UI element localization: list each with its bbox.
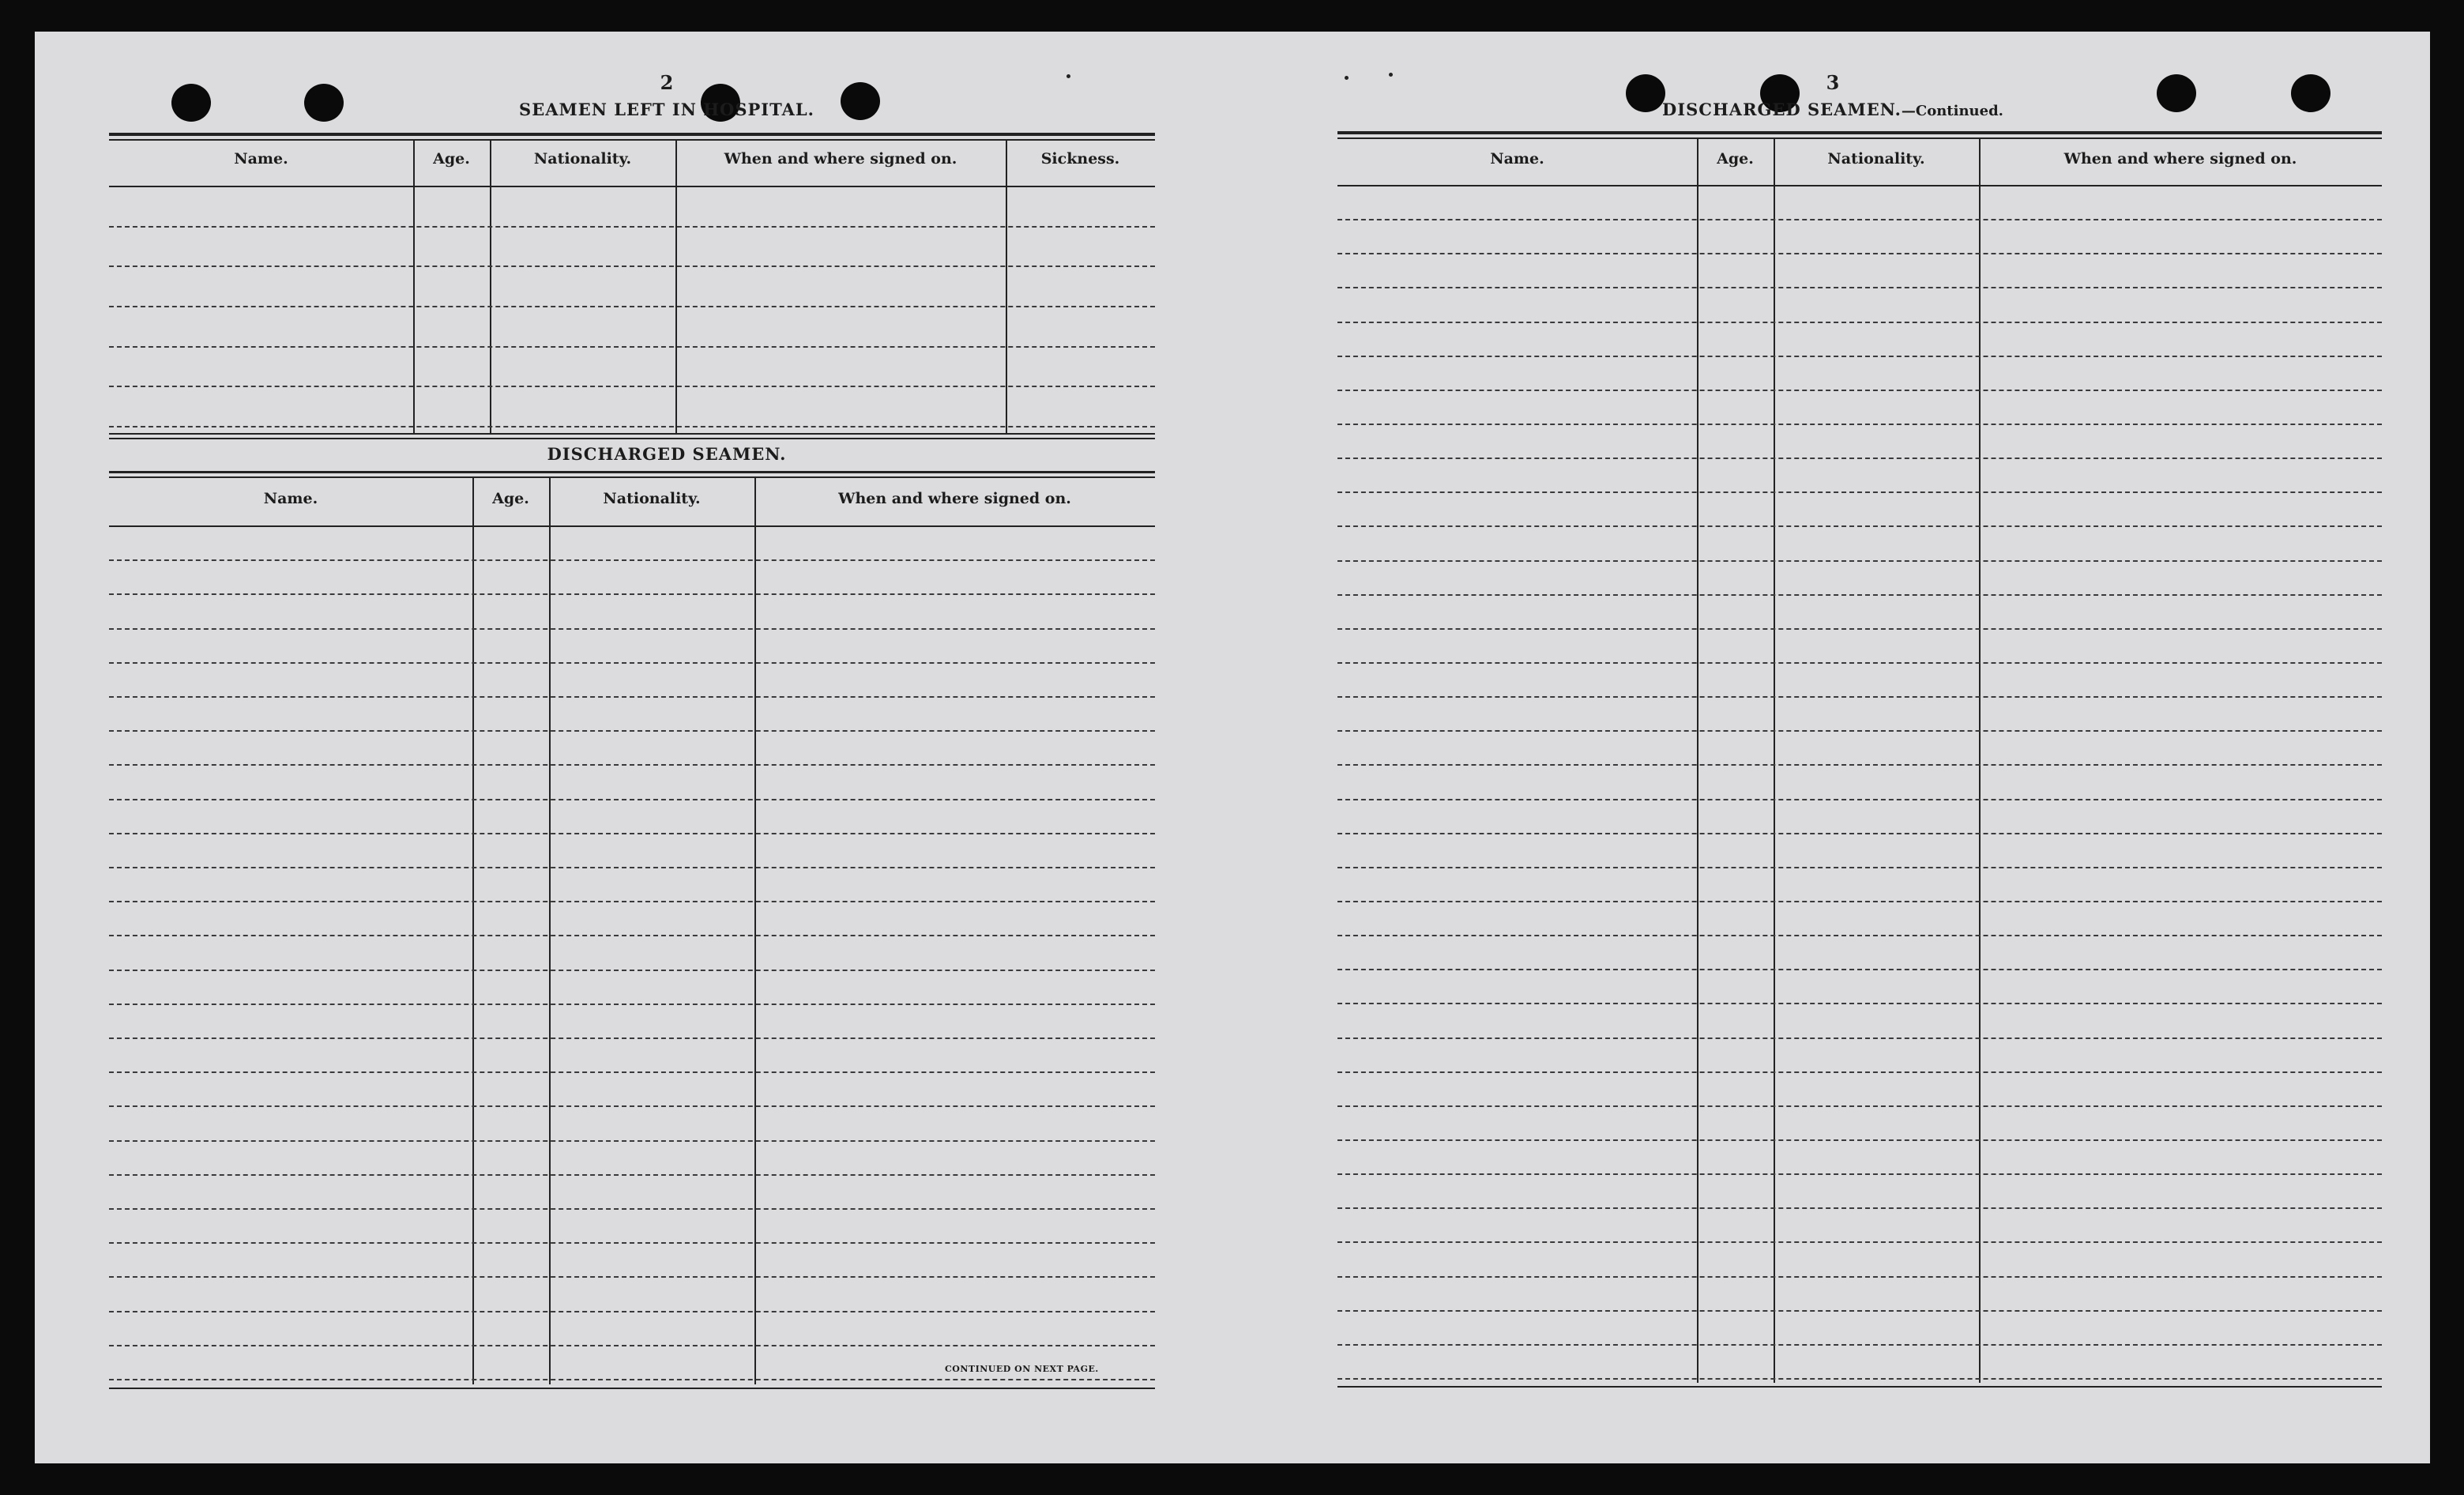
entry-line (1337, 219, 2382, 220)
entry-line (109, 764, 1155, 766)
entry-line (109, 426, 1155, 427)
entry-line (1337, 491, 2382, 493)
punch-hole (304, 84, 344, 122)
section-divider-rule (109, 438, 1155, 439)
entry-line (109, 1004, 1155, 1005)
title-continued: —Continued. (1901, 103, 2003, 119)
entry-line (109, 833, 1155, 834)
entry-line (1337, 628, 2382, 630)
table-top-rule (1337, 131, 2382, 134)
column-header-signed-on: When and where signed on. (724, 150, 957, 168)
entry-line (1337, 287, 2382, 288)
entry-line (1337, 1344, 2382, 1346)
entry-line (1337, 594, 2382, 596)
discharged-entry-lines (109, 527, 1155, 1380)
entry-line (109, 1379, 1155, 1380)
title-main: DISCHARGED SEAMEN. (1662, 100, 1902, 119)
punch-hole (2291, 74, 2330, 112)
entry-line (109, 265, 1155, 267)
entry-line (109, 1208, 1155, 1210)
entry-line (1337, 560, 2382, 562)
entry-line (1337, 730, 2382, 732)
entry-line (109, 306, 1155, 307)
entry-line (1337, 1071, 2382, 1073)
entry-line (1337, 1173, 2382, 1175)
column-header-age: Age. (433, 150, 470, 168)
entry-line (109, 935, 1155, 936)
entry-line (109, 559, 1155, 561)
column-header-nationality: Nationality. (603, 490, 701, 507)
column-header-name: Name. (234, 150, 288, 168)
entry-line (1337, 935, 2382, 936)
entry-line (1337, 867, 2382, 868)
entry-line (109, 1276, 1155, 1278)
page-number: 3 (1826, 71, 1840, 94)
column-header-nationality: Nationality. (533, 150, 632, 168)
entry-line (1337, 1241, 2382, 1243)
entry-line (109, 1242, 1155, 1244)
entry-line (1337, 1378, 2382, 1380)
entry-line (1337, 356, 2382, 357)
entry-line (109, 730, 1155, 732)
entry-line (109, 346, 1155, 348)
entry-line (109, 970, 1155, 971)
table-top-rule (109, 139, 1155, 141)
entry-line (1337, 1310, 2382, 1312)
entry-line (1337, 1037, 2382, 1039)
table-top-rule (1337, 137, 2382, 139)
entry-line (1337, 696, 2382, 698)
entry-line (109, 696, 1155, 698)
entry-line (109, 901, 1155, 902)
entry-line (1337, 662, 2382, 664)
entry-line (1337, 253, 2382, 254)
entry-line (109, 1140, 1155, 1142)
entry-line (1337, 1207, 2382, 1209)
entry-line (1337, 1139, 2382, 1141)
column-header-name: Name. (1490, 150, 1544, 168)
hospital-entry-lines (109, 187, 1155, 427)
entry-line (109, 1311, 1155, 1312)
entry-line (109, 1105, 1155, 1107)
table-bottom-rule (109, 1388, 1155, 1389)
column-header-sickness: Sickness. (1040, 150, 1120, 168)
entry-line (1337, 799, 2382, 800)
entry-line (1337, 525, 2382, 527)
hospital-section-title: SEAMEN LEFT IN HOSPITAL. (519, 100, 814, 119)
entry-line (109, 593, 1155, 595)
table-top-rule (109, 133, 1155, 136)
entry-line (109, 799, 1155, 800)
entry-line (109, 1345, 1155, 1346)
column-header-name: Name. (263, 490, 318, 507)
column-header-nationality: Nationality. (1827, 150, 1925, 168)
discharged-continued-title (1548, 100, 2117, 119)
discharged-entry-lines (1337, 186, 2382, 1380)
entry-line (1337, 1276, 2382, 1278)
ink-speck (1389, 73, 1393, 77)
column-header-age: Age. (492, 490, 529, 507)
entry-line (109, 386, 1155, 387)
table-top-rule (109, 471, 1155, 473)
entry-line (109, 1037, 1155, 1039)
entry-line (109, 628, 1155, 630)
entry-line (1337, 969, 2382, 970)
entry-line (109, 1174, 1155, 1176)
left-page (35, 32, 1232, 1463)
ink-speck (1345, 76, 1349, 80)
section-divider-rule (109, 433, 1155, 435)
punch-hole (171, 84, 211, 122)
table-bottom-rule (1337, 1386, 2382, 1388)
entry-line (1337, 901, 2382, 902)
entry-line (109, 1071, 1155, 1073)
discharged-section-title: DISCHARGED SEAMEN. (547, 444, 787, 464)
page-number: 2 (660, 71, 674, 94)
entry-line (109, 226, 1155, 228)
entry-line (109, 662, 1155, 664)
entry-line (1337, 424, 2382, 425)
entry-line (1337, 1105, 2382, 1107)
entry-line (1337, 390, 2382, 391)
punch-hole (2157, 74, 2196, 112)
entry-line (1337, 833, 2382, 834)
ink-speck (1066, 74, 1070, 78)
right-page (1232, 32, 2430, 1463)
column-header-signed-on: When and where signed on. (838, 490, 1071, 507)
continued-footer: CONTINUED ON NEXT PAGE. (945, 1364, 1099, 1374)
document-sheet (35, 32, 2430, 1463)
entry-line (1337, 1003, 2382, 1004)
entry-line (1337, 764, 2382, 766)
entry-line (109, 867, 1155, 868)
column-header-age: Age. (1717, 150, 1754, 168)
column-header-signed-on: When and where signed on. (2063, 150, 2297, 168)
entry-line (1337, 458, 2382, 459)
table-top-rule (109, 476, 1155, 478)
entry-line (1337, 322, 2382, 323)
